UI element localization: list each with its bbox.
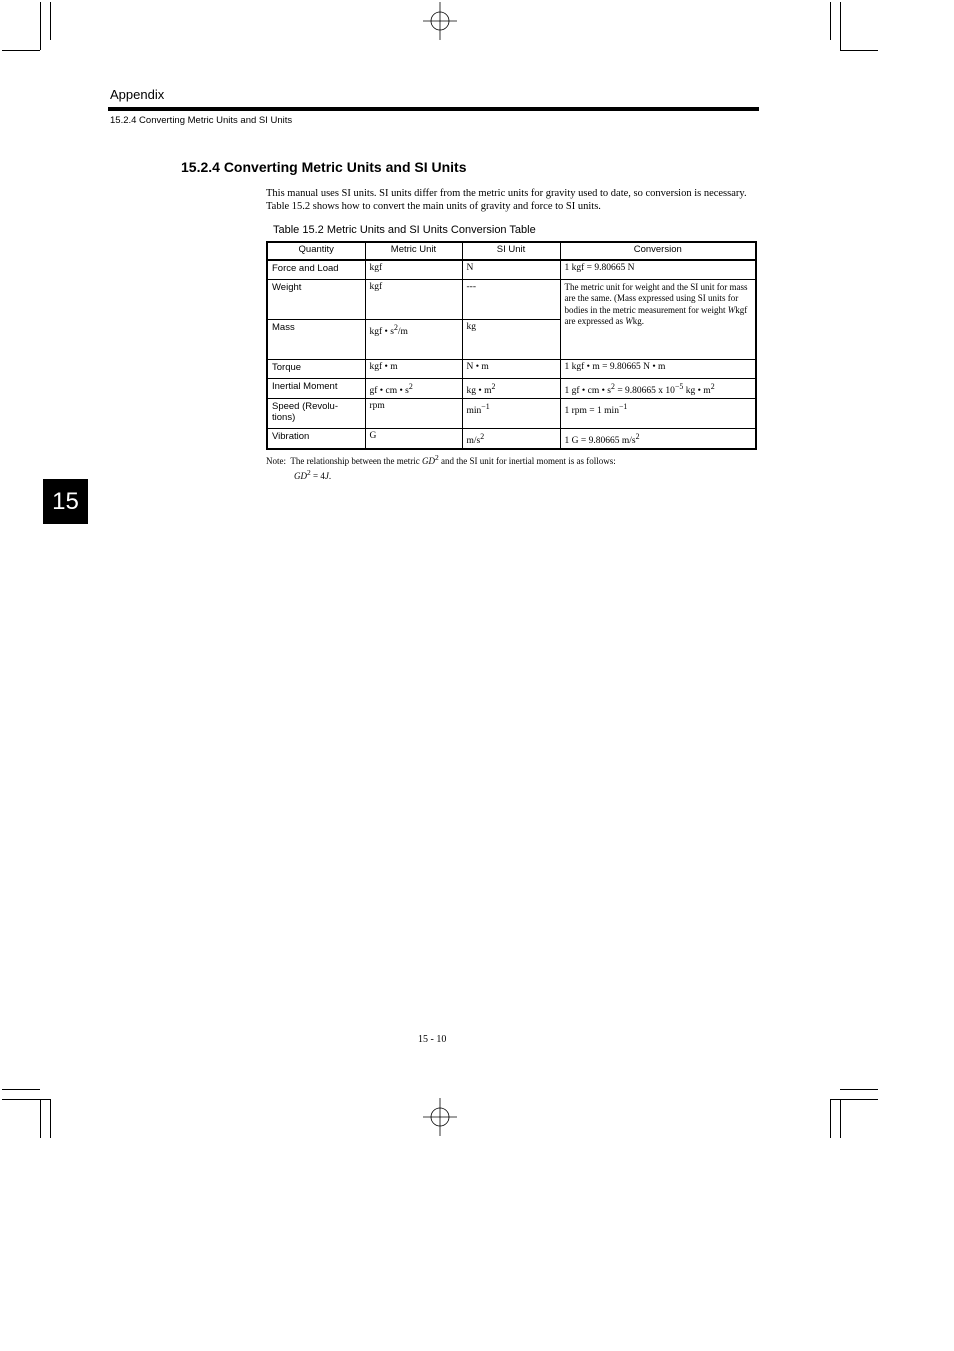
quantity-cell: Inertial Moment: [267, 378, 365, 398]
conversion-cell-merged: [560, 279, 756, 359]
conversion-cell: 1 kgf • m = 9.80665 N • m: [560, 359, 756, 378]
quantity-cell: Force and Load: [267, 260, 365, 279]
merged-text-a: The metric unit for weight and the SI unit for mass are the same. (Mass expressed using SI units for bodies in the metric measurement for weight: [564, 281, 748, 315]
conversion-table: [266, 241, 757, 450]
note-formula: $GD^2 = 4J$.: [294, 468, 332, 481]
merged-var-w: W: [727, 304, 736, 315]
si-unit-cell: kg • $m^2$: [462, 378, 560, 398]
table-row: [267, 398, 756, 428]
quantity-cell: Vibration: [267, 428, 365, 449]
table-row: [267, 428, 756, 449]
metric-unit-cell: rpm: [365, 398, 462, 428]
metric-unit-cell: kgf • $s^2/m$: [365, 319, 462, 359]
intro-paragraph: This manual uses SI units. SI units differ from the metric units for gravity used to date, so conversion is necessary. Table 15.2 shows how to convert the main units of gravity and force to SI units.: [266, 188, 747, 212]
table-row: [267, 279, 756, 319]
page-number: 15 - 10: [418, 1034, 447, 1045]
section-title: 15.2.4 Converting Metric Units and SI Units: [181, 159, 467, 175]
table-row: [267, 359, 756, 378]
si-unit-cell: N: [462, 260, 560, 279]
conversion-cell: 1 kgf = 9.80665 N: [560, 260, 756, 279]
table-note: Note: The relationship between the metric $GD^2$ and the SI unit for inertial moment is as follows: $GD^2 = 4J$.: [266, 452, 746, 482]
conversion-cell: 1 gf • cm • $s^2 = 9.80665$ x $10^{-5}$ kg • $m^2$: [560, 378, 756, 398]
conversion-cell: 1 rpm = 1 $\min^{-1}$: [560, 398, 756, 428]
quantity-cell: Speed (Revolu- tions): [267, 398, 365, 428]
note-prefix: Note:: [266, 456, 286, 466]
registration-mark-bottom: [421, 1098, 459, 1136]
merged-text-c: kg.: [632, 316, 644, 326]
table-row: [267, 378, 756, 398]
table-row: [267, 260, 756, 279]
metric-unit-cell: kgf • m: [365, 359, 462, 378]
table-caption: Table 15.2 Metric Units and SI Units Conversion Table: [273, 224, 536, 236]
header-rule: [108, 107, 759, 111]
si-unit-cell: kg: [462, 319, 560, 359]
metric-unit-cell: kgf: [365, 279, 462, 319]
metric-unit-cell: G: [365, 428, 462, 449]
quantity-cell: Weight: [267, 279, 365, 319]
header-si-unit: SI Unit: [462, 242, 560, 260]
merged-text-b: kgf are expressed as: [564, 304, 748, 326]
metric-unit-cell: gf • cm • $s^2$: [365, 378, 462, 398]
conversion-cell: 1 G = 9.80665 $m/s^2$: [560, 428, 756, 449]
si-unit-cell: N • m: [462, 359, 560, 378]
table-header-row: [267, 242, 756, 260]
header-metric-unit: Metric Unit: [365, 242, 462, 260]
header-subsection: 15.2.4 Converting Metric Units and SI Units: [110, 115, 293, 126]
quantity-cell: Mass: [267, 319, 365, 359]
merged-var-w2: W: [625, 316, 633, 326]
registration-mark-top: [421, 2, 459, 40]
header-label: Appendix: [110, 87, 165, 102]
metric-unit-cell: kgf: [365, 260, 462, 279]
header-quantity: Quantity: [267, 242, 365, 260]
si-unit-cell: ---: [462, 279, 560, 319]
chapter-tab: 15: [43, 479, 88, 524]
header-conversion: Conversion: [560, 242, 756, 260]
quantity-cell: Torque: [267, 359, 365, 378]
si-unit-cell: $\min^{-1}$: [462, 398, 560, 428]
si-unit-cell: $m/s^2$: [462, 428, 560, 449]
